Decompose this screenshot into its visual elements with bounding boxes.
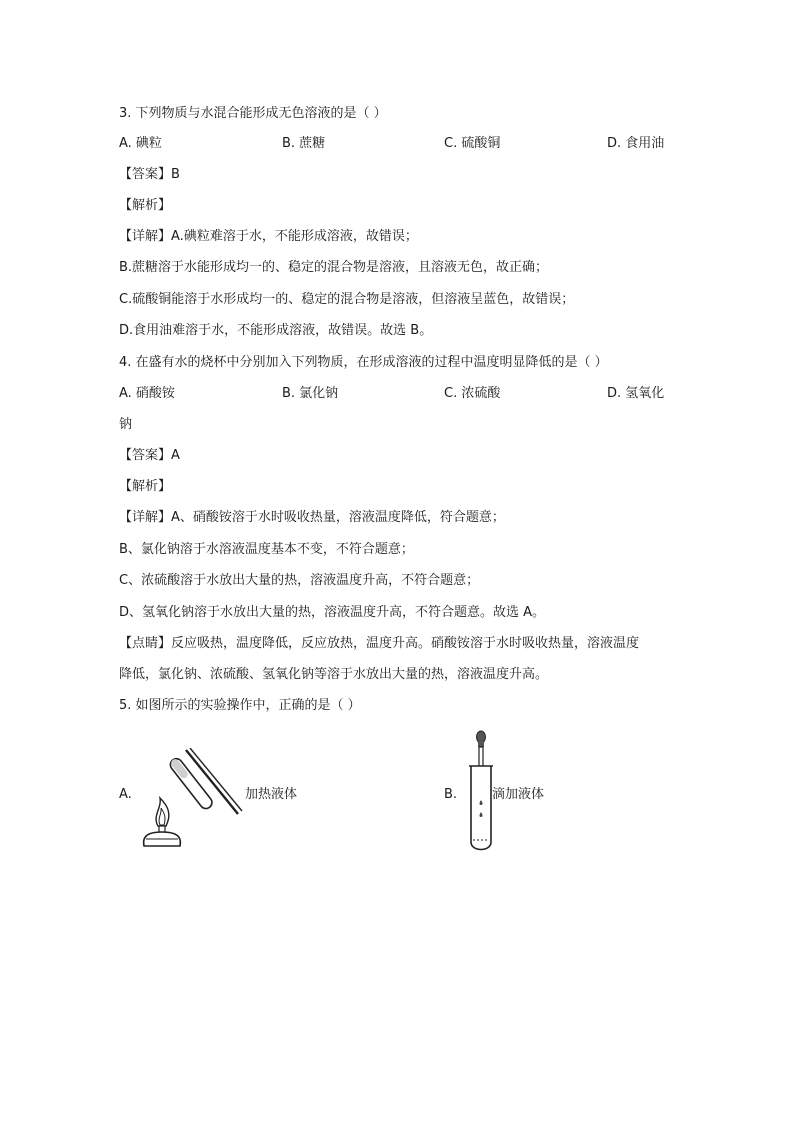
q4-detail-3: C、浓硫酸溶于水放出大量的热，溶液温度升高，不符合题意；: [119, 573, 480, 588]
q4-option-d: D. 氢氧化: [607, 386, 665, 401]
q4-detail-1: [119, 509, 505, 527]
q3-option-a: A. 碘粒: [119, 136, 162, 151]
q3-detail-3: C.硫酸铜能溶于水形成均一的、稳定的混合物是溶液，但溶液呈蓝色，故错误；: [119, 292, 575, 307]
q3-analysis-tag: 【解析】: [119, 198, 172, 213]
q3-detail-1: [119, 228, 418, 246]
detail-tag: 【详解】: [119, 229, 172, 244]
q4-answer: [119, 447, 180, 465]
q4-detail-2: B、氯化钠溶于水溶液温度基本不变，不符合题意；: [119, 542, 414, 557]
q3-stem: 3. 下列物质与水混合能形成无色溶液的是（ ）: [119, 106, 387, 121]
q4-detail-4: D、氢氧化钠溶于水放出大量的热，溶液温度升高，不符合题意。故选 A。: [119, 605, 546, 620]
q4-comment-1: [119, 635, 639, 653]
answer-tag: 【答案】: [119, 167, 172, 182]
detail-text: A.碘粒难溶于水，不能形成溶液，故错误；: [171, 229, 418, 244]
q4-option-b: B. 氯化钠: [282, 386, 339, 401]
q3-detail-4: D.食用油难溶于水，不能形成溶液，故错误。故选 B。: [119, 323, 433, 338]
comment-tag: 【点睛】: [119, 636, 172, 651]
q3-detail-2: B.蔗糖溶于水能形成均一的、稳定的混合物是溶液，且溶液无色，故正确；: [119, 260, 549, 275]
answer-tag: 【答案】: [119, 448, 172, 463]
q3-option-b: B. 蔗糖: [282, 136, 326, 151]
q4-stem: 4. 在盛有水的烧杯中分别加入下列物质，在形成溶液的过程中温度明显降低的是（ ）: [119, 355, 608, 370]
q3-option-c: C. 硫酸铜: [444, 136, 501, 151]
q5-stem: 5. 如图所示的实验操作中，正确的是（ ）: [119, 698, 361, 713]
q4-comment-2: 降低，氯化钠、浓硫酸、氢氧化钠等溶于水放出大量的热，溶液温度升高。: [119, 667, 549, 682]
comment-text: 反应吸热，温度降低，反应放热，温度升高。硝酸铵溶于水时吸收热量，溶液温度: [171, 636, 640, 651]
q3-answer: [119, 166, 180, 184]
answer-value: A: [171, 448, 180, 463]
answer-value: B: [171, 167, 180, 182]
q5-figure-a-caption: 加热液体: [245, 787, 298, 802]
heating-liquid-diagram-icon: [138, 748, 244, 848]
q5-figure-b-caption: 滴加液体: [492, 787, 545, 802]
q4-option-a: A. 硝酸铵: [119, 386, 175, 401]
q4-analysis-tag: 【解析】: [119, 479, 172, 494]
q5-figure-a-letter: A.: [119, 787, 132, 802]
detail-text: A、硝酸铵溶于水时吸收热量，溶液温度降低，符合题意；: [171, 510, 505, 525]
q4-option-d-wrap: 钠: [119, 417, 133, 432]
q4-option-c: C. 浓硫酸: [444, 386, 501, 401]
q3-option-d: D. 食用油: [607, 136, 665, 151]
q5-figure-b-letter: B.: [444, 787, 458, 802]
detail-tag: 【详解】: [119, 510, 172, 525]
